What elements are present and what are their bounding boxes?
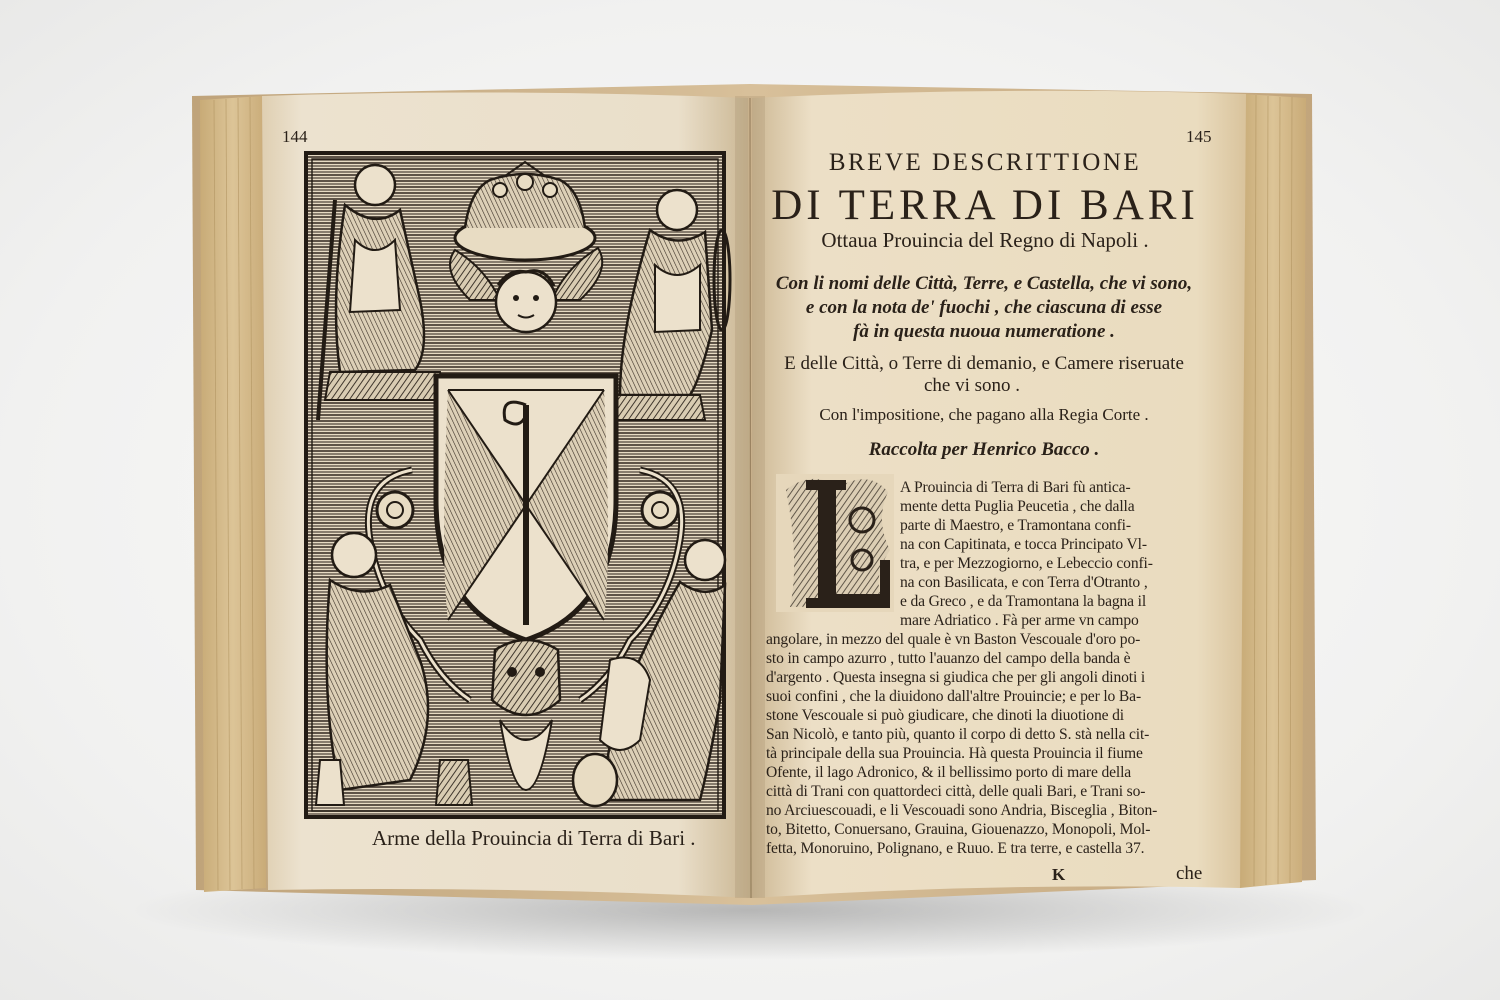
body-line: San Nicolò, e tanto più, quanto il corpo di detto S. stà nella cit- — [766, 726, 1150, 743]
left-page-number: 144 — [282, 127, 308, 146]
body-text — [766, 480, 1218, 860]
catchword: che — [1176, 863, 1203, 884]
heading-large: DI TERRA DI BARI — [771, 182, 1199, 229]
body-line: mente detta Puglia Peucetia , che dalla — [900, 498, 1135, 515]
italic-block-line-1: Con li nomi delle Città, Terre, e Castella, che vi sono, — [775, 273, 1193, 294]
body-line: no Arciuescouadi, e li Vescouadi sono Andria, Bisceglia , Biton- — [766, 802, 1158, 819]
body-line: sto in campo azurro , tutto l'auanzo del campo della banda è — [766, 650, 1131, 667]
body-line: stone Vescouale si può giudicare, che dinoti la diuotione di — [766, 707, 1124, 724]
signature-mark: K — [1052, 865, 1066, 884]
subtitle: Ottaua Prouincia del Regno di Napoli . — [821, 228, 1149, 252]
body-line: tà principale della sua Prouincia. Hà questa Prouincia il fiume — [766, 745, 1143, 762]
woodcut-illustration — [306, 153, 730, 817]
body-line: to, Bitetto, Conuersano, Grauina, Giouenazzo, Monopoli, Mol- — [766, 821, 1151, 838]
woodcut-caption: Arme della Prouincia di Terra di Bari . — [372, 826, 696, 850]
heading-small: BREVE DESCRITTIONE — [828, 149, 1142, 176]
right-page-number: 145 — [1186, 127, 1212, 146]
body-line: tra, e per Mezzogiorno, e Lebeccio confi- — [900, 555, 1153, 572]
italic-block-line-2: e con la nota de' fuochi , che ciascuna di esse — [805, 297, 1163, 318]
body-line: A Prouincia di Terra di Bari fù antica- — [900, 479, 1131, 496]
imposition-line: Con l'impositione, che pagano alla Regia Corte . — [819, 405, 1149, 424]
roman-block-line-2: che vi sono . — [923, 375, 1021, 396]
roman-block-line-1: E delle Città, o Terre di demanio, e Camere riseruate — [784, 353, 1184, 374]
right-page-edges — [1240, 94, 1306, 888]
body-line: parte di Maestro, e Tramontana confi- — [900, 517, 1131, 534]
compiler-line: Raccolta per Henrico Bacco . — [868, 439, 1100, 460]
left-page-edges — [200, 96, 266, 892]
body-line: e da Greco , e da Tramontana la bagna il — [900, 593, 1147, 610]
body-line: mare Adriatico . Fà per arme vn campo — [900, 612, 1139, 629]
body-line: suoi confini , che la diuidono dall'altre Prouincie; e per lo Ba- — [766, 688, 1142, 705]
shield-icon — [436, 376, 616, 640]
body-line: na con Basilicata, e con Terra d'Otranto , — [900, 574, 1148, 591]
italic-block-line-3: fà in questa nuoua numeratione . — [853, 321, 1115, 342]
body-line: Ofente, il lago Adronico, & il bellissimo porto di mare della — [766, 764, 1132, 781]
body-line: na con Capitinata, e tocca Principato Vl- — [900, 536, 1147, 553]
body-line: d'argento . Questa insegna si giudica che per gli angoli dinoti i — [766, 669, 1146, 686]
body-line: città di Trani con quattordeci città, delle quali Bari, e Trani so- — [766, 783, 1146, 800]
body-line: angolare, in mezzo del quale è vn Baston Vescouale d'oro po- — [766, 631, 1141, 648]
body-line: fetta, Monoruino, Polignano, e Ruuo. E tra terre, e castella 37. — [766, 840, 1145, 857]
